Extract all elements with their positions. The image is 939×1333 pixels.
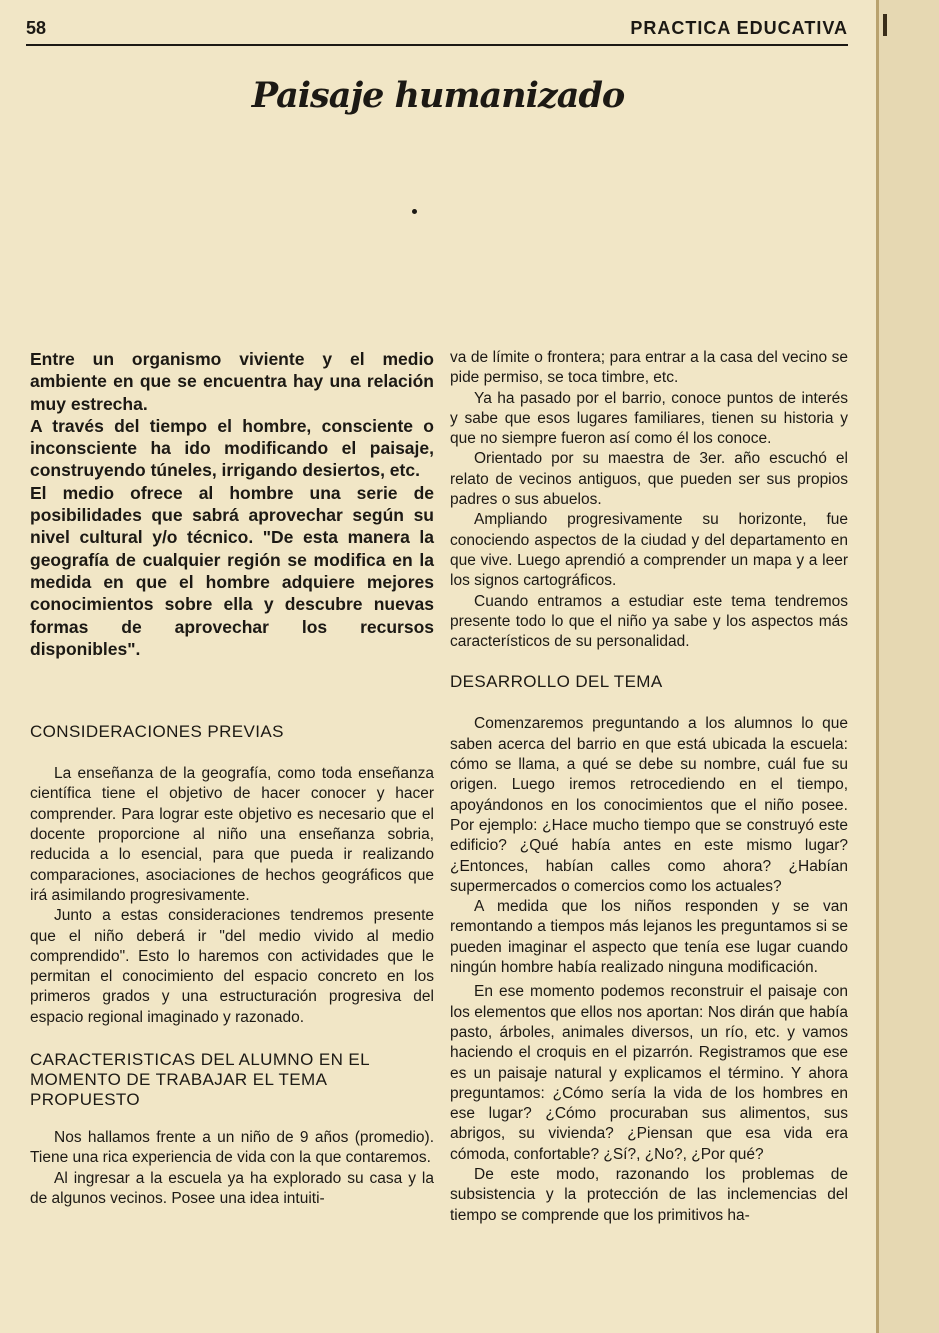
- caracteristicas-body: [30, 1128, 434, 1209]
- page-number: 58: [26, 18, 47, 38]
- body-paragraph: Comenzaremos preguntando a los alumnos lo que saben acerca del barrio en que está ubicada la escuela: cómo se llama, a qué se debe su nombre, cuál fue su origen. Luego iremos retrocediendo en el tiempo, apoyándonos en los conocimientos que el niño posee. Por ejemplo: ¿Hace mucho tiempo que se construyó este edificio? ¿Qué había antes en este mismo lugar? ¿Entonces, habían calles como ahora? ¿Habían supermercados o comercios como los actuales?: [450, 715, 848, 895]
- body-paragraph: A medida que los niños responden y se van remontando a tiempos más lejanos les preguntamos si se pueden imaginar el aspecto que tenía ese lugar cuando ningún hombre había realizado ninguna modificación.: [450, 898, 848, 977]
- body-paragraph: Junto a estas consideraciones tendremos presente que el niño deberá ir "del medio vivido al medio comprendido". Esto lo haremos con actividades que le permitan el conocimiento del espacio concreto en los primeros grados y una estructuración progresiva del espacio regional imaginado y razonado.: [30, 907, 434, 1026]
- section-heading-consideraciones: CONSIDERACIONES PREVIAS: [30, 722, 284, 742]
- adjacent-page-edge: [876, 0, 939, 1333]
- body-paragraph: Cuando entramos a estudiar este tema tendremos presente todo lo que el niño ya sabe y los aspectos más característicos de su personalidad.: [450, 592, 848, 651]
- decorative-dot: [412, 209, 417, 214]
- body-paragraph: Al ingresar a la escuela ya ha explorado su casa y la de algunos vecinos. Posee una idea intuiti-: [30, 1169, 434, 1207]
- intro-block: [30, 348, 434, 660]
- body-paragraph: Ya ha pasado por el barrio, conoce puntos de interés y sabe que esos lugares familiares, tienen su historia y que no siempre fueron así como él los conoce.: [450, 389, 848, 448]
- page-header: [26, 18, 848, 46]
- body-paragraph: Nos hallamos frente a un niño de 9 años (promedio). Tiene una rica experiencia de vida con la que contaremos.: [30, 1129, 434, 1167]
- desarrollo-body: [450, 714, 848, 1225]
- body-paragraph: La enseñanza de la geografía, como toda enseñanza científica tiene el objetivo de hacer conocer y hacer comprender. Para lograr este objetivo es necesario que el docente proporcione al niño una enseñanza sobria, reducida a lo esencial, para que pueda ir realizando comparaciones, asociaciones de hechos geográficos que irá asimilando progresivamente.: [30, 765, 434, 904]
- body-paragraph: Orientado por su maestra de 3er. año escuchó el relato de vecinos antiguos, que pueden ser sus propios padres o sus abuelos.: [450, 450, 848, 509]
- intro-paragraph: El medio ofrece al hombre una serie de posibilidades que sabrá aprovechar según su nivel cultural y/o técnico. "De esta manera la geografía de cualquier región se modifica en la medida en que el hombre adquiere mejores conocimientos sobre ella y descubre nuevas formas de aprovechar los recursos disponibles".: [30, 482, 434, 659]
- body-paragraph: De este modo, razonando los problemas de subsistencia y la protección de las inclemencias del tiempo se comprende que los primitivos ha-: [450, 1165, 848, 1224]
- article-title: Paisaje humanizado: [251, 75, 625, 116]
- intro-paragraph: Entre un organismo viviente y el medio ambiente en que se encuentra hay una relación muy estrecha.: [30, 349, 434, 414]
- body-paragraph: En ese momento podemos reconstruir el paisaje con los elementos que ellos nos aportan: Nos dirán que había pasto, árboles, animales diversos, un río, etc. y vamos haciendo el croquis en el pizarrón. Registramos que ese es un paisaje natural y explicamos el término. Y ahora preguntamos: ¿Cómo sería la vida de los hombres en ese lugar? ¿Cómo procuraban sus alimentos, sus abrigos, su vivienda? ¿Piensan que esa vida era cómoda, confortable? ¿Sí?, ¿No?, ¿Por qué?: [450, 983, 848, 1163]
- continuation-body: [450, 348, 848, 652]
- left-column: [30, 348, 434, 1209]
- body-paragraph: va de límite o frontera; para entrar a la casa del vecino se pide permiso, se toca timbre, etc.: [450, 349, 848, 387]
- edge-mark: [883, 14, 887, 36]
- consideraciones-body: [30, 764, 434, 1028]
- intro-paragraph: A través del tiempo el hombre, consciente o inconsciente ha ido modificando el paisaje, construyendo túneles, irrigando desiertos, etc.: [30, 415, 434, 481]
- section-heading-desarrollo: DESARROLLO DEL TEMA: [450, 672, 663, 692]
- body-paragraph: Ampliando progresivamente su horizonte, fue conociendo aspectos de la ciudad y del departamento en que vive. Luego aprendió a comprender un mapa y a leer los signos cartográficos.: [450, 511, 848, 590]
- right-column: [450, 348, 848, 1226]
- running-head: PRACTICA EDUCATIVA: [630, 18, 848, 38]
- section-heading-caracteristicas: CARACTERISTICAS DEL ALUMNO EN EL MOMENTO DE TRABAJAR EL TEMA PROPUESTO: [30, 1050, 370, 1110]
